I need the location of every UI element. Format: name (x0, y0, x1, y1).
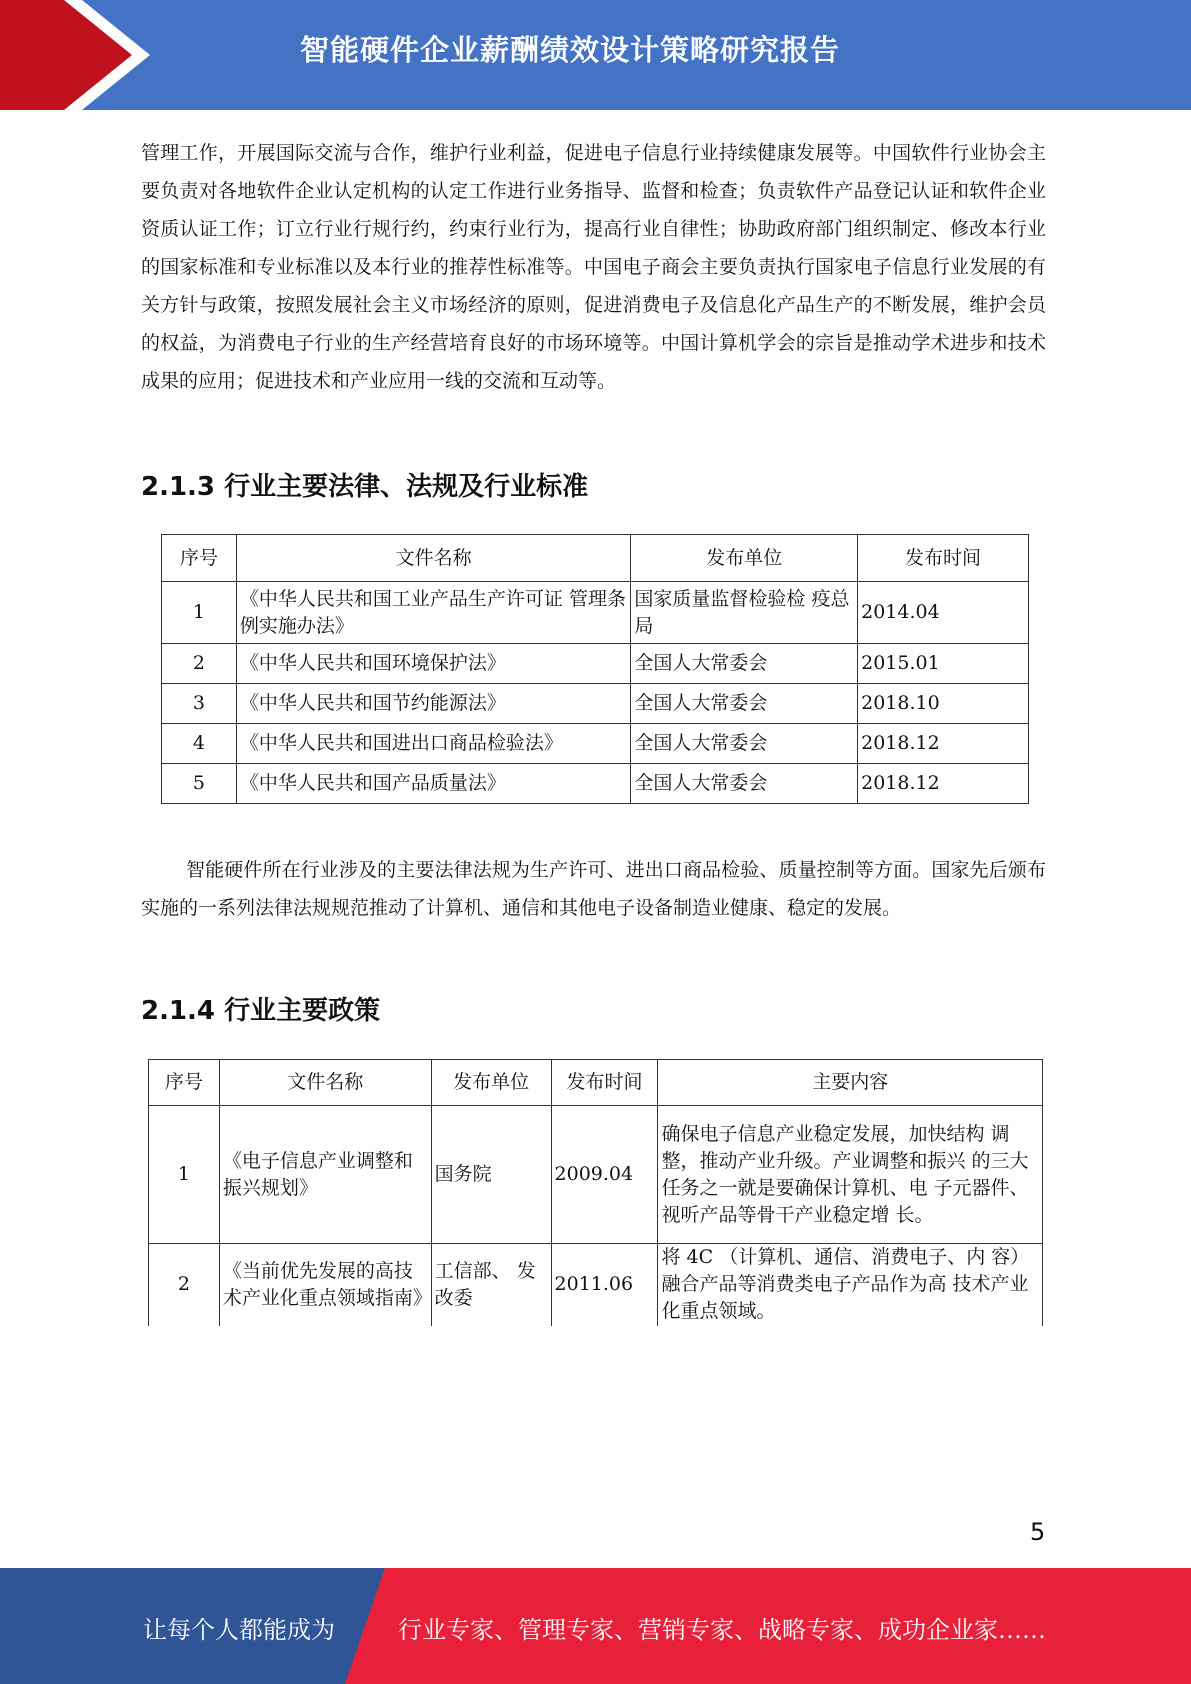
table-cell: 确保电子信息产业稳定发展，加快结构 调整，推动产业升级。产业调整和振兴 的三大任务之一就是要确保计算机、电 子元器件、视听产品等骨干产业稳定增 长。 (658, 1106, 1043, 1244)
section-heading-2-1-4: 2.1.4 行业主要政策 (141, 996, 381, 1026)
table-cell: 《中华人民共和国产品质量法》 (236, 764, 630, 804)
column-header: 文件名称 (236, 535, 630, 582)
table-cell: 2018.12 (858, 724, 1029, 764)
table-row (162, 582, 1029, 644)
table-cell: 2009.04 (551, 1106, 658, 1244)
table-cell: 2 (162, 644, 237, 684)
table-cell: 《中华人民共和国进出口商品检验法》 (236, 724, 630, 764)
column-header: 文件名称 (219, 1060, 431, 1106)
table-cell: 《中华人民共和国工业产品生产许可证 管理条例实施办法》 (236, 582, 630, 644)
column-header: 发布时间 (551, 1060, 658, 1106)
table-row (149, 1106, 1043, 1244)
column-header: 序号 (149, 1060, 220, 1106)
policy-table (148, 1059, 1043, 1326)
column-header: 发布单位 (631, 535, 858, 582)
table-cell: 4 (162, 724, 237, 764)
section-heading-2-1-3: 2.1.3 行业主要法律、法规及行业标准 (141, 472, 589, 502)
table-cell: 2018.10 (858, 684, 1029, 724)
column-header: 序号 (162, 535, 237, 582)
column-header: 主要内容 (658, 1060, 1043, 1106)
table-cell: 工信部、 发改委 (431, 1244, 551, 1326)
table-cell: 2011.06 (551, 1244, 658, 1326)
table-cell: 全国人大常委会 (631, 764, 858, 804)
page-footer (0, 1568, 1191, 1684)
table-cell: 5 (162, 764, 237, 804)
table-row (162, 724, 1029, 764)
table-cell: 将 4C （计算机、通信、消费电子、内 容）融合产品等消费类电子产品作为高 技术产业化重点领域。 (658, 1244, 1043, 1326)
table-cell: 全国人大常委会 (631, 684, 858, 724)
table-header-row (162, 535, 1029, 582)
table-cell: 1 (149, 1106, 220, 1244)
table-cell: 《电子信息产业调整和振兴规划》 (219, 1106, 431, 1244)
table-cell: 2014.04 (858, 582, 1029, 644)
table-cell: 《当前优先发展的高技术产业化重点领域指南》 (219, 1244, 431, 1326)
table-cell: 2018.12 (858, 764, 1029, 804)
laws-regulations-table (161, 534, 1029, 804)
table-cell: 全国人大常委会 (631, 644, 858, 684)
footer-slogan-left: 让每个人都能成为 (143, 1616, 335, 1644)
table-cell: 全国人大常委会 (631, 724, 858, 764)
table-row (162, 684, 1029, 724)
table-row (149, 1244, 1043, 1326)
table-cell: 2015.01 (858, 644, 1029, 684)
table-header-row (149, 1060, 1043, 1106)
table-cell: 《中华人民共和国节约能源法》 (236, 684, 630, 724)
column-header: 发布单位 (431, 1060, 551, 1106)
table-cell: 国务院 (431, 1106, 551, 1244)
table-row (162, 644, 1029, 684)
table-cell: 《中华人民共和国环境保护法》 (236, 644, 630, 684)
laws-summary-paragraph: 智能硬件所在行业涉及的主要法律法规为生产许可、进出口商品检验、质量控制等方面。国家先后颁布实施的一系列法律法规规范推动了计算机、通信和其他电子设备制造业健康、稳定的发展。 (141, 859, 1046, 919)
table-cell: 国家质量监督检验检 疫总局 (631, 582, 858, 644)
table-row (162, 764, 1029, 804)
page-number: 5 (1030, 1518, 1046, 1546)
footer-slogan-right: 行业专家、管理专家、营销专家、战略专家、成功企业家…… (398, 1616, 1046, 1644)
report-title: 智能硬件企业薪酬绩效设计策略研究报告 (300, 33, 841, 67)
intro-paragraph: 管理工作，开展国际交流与合作，维护行业利益，促进电子信息行业持续健康发展等。中国软件行业协会主要负责对各地软件企业认定机构的认定工作进行业务指导、监督和检查；负责软件产品登记认证和软件企业资质认证工作；订立行业行规行约，约束行业行为，提高行业自律性；协助政府部门组织制定、修改本行业的国家标准和专业标准以及本行业的推荐性标准等。中国电子商会主要负责执行国家电子信息行业发展的有关方针与政策，按照发展社会主义市场经济的原则，促进消费电子及信息化产品生产的不断发展，维护会员的权益，为消费电子行业的生产经营培育良好的市场环境等。中国计算机学会的宗旨是推动学术进步和技术成果的应用；促进技术和产业应用一线的交流和互动等。 (141, 142, 1046, 392)
table-cell: 2 (149, 1244, 220, 1326)
table-cell: 1 (162, 582, 237, 644)
page-header (0, 0, 1191, 110)
column-header: 发布时间 (858, 535, 1029, 582)
table-cell: 3 (162, 684, 237, 724)
